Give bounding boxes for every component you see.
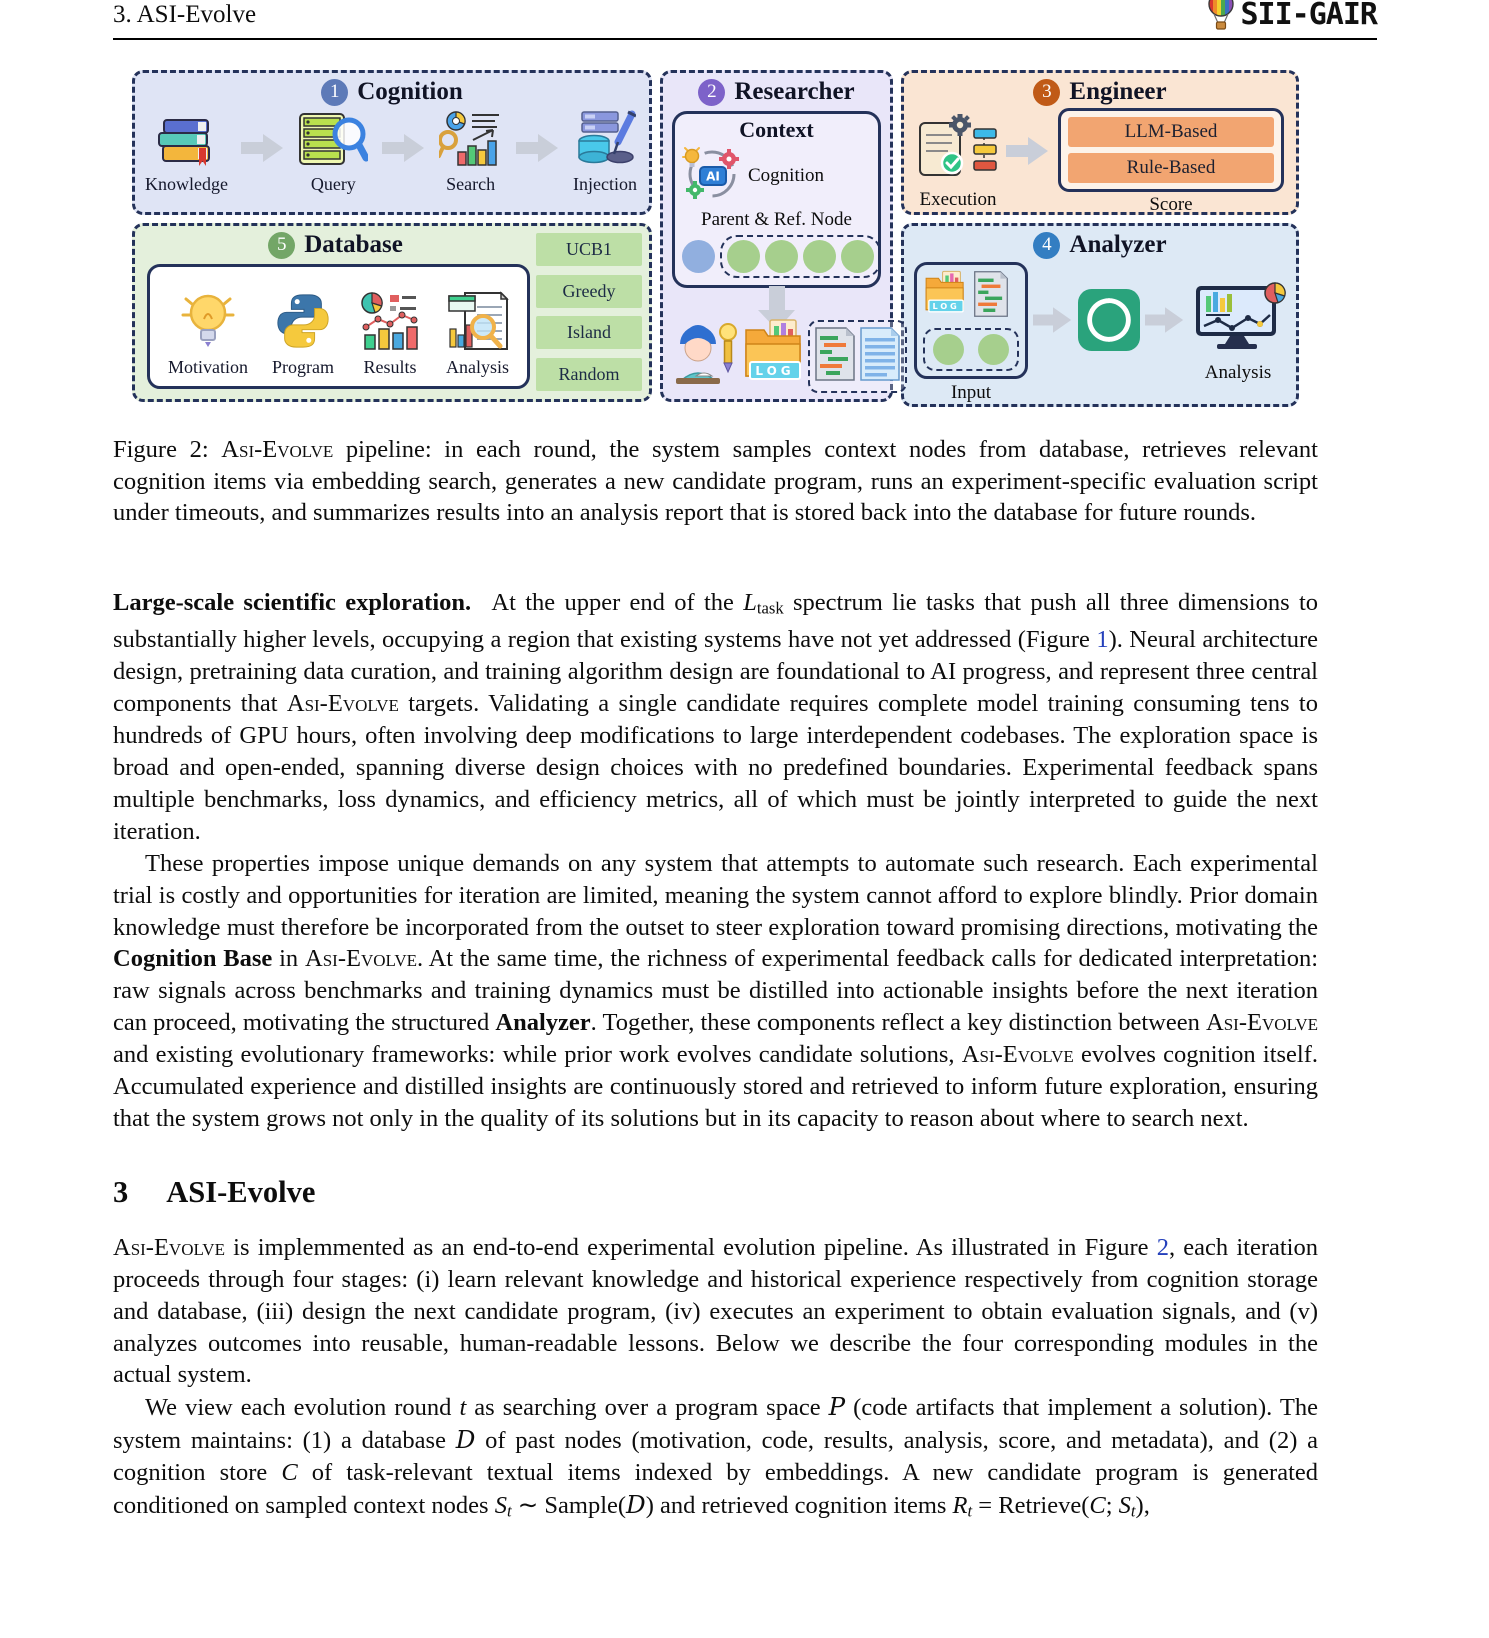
search-icon — [439, 110, 503, 173]
code-doc-icon — [973, 270, 1009, 323]
database-number-badge: 5 — [268, 232, 295, 259]
ai-cognition-icon — [682, 144, 740, 207]
paragraph-large-scale-exploration: Large-scale scientific exploration. At the upper end of the $L_{task}$ spectrum lie tasks that push all three dimensions to substantially higher levels, occupying a region that existing systems have not yet addressed (Figure 1). Neural architecture design, pretraining data curation, and training algorithm design are foundational to AI progress, and represent three central components that Asi-Evolve targets. Validating a single candidate requires complete model training consuming tens to hundreds of GPU hours, often involving deep modifications to large interdependent codebases. The exploration space is broad and open-ended, spanning diverse design choices with no predefined boundaries. Experimental feedback spans multiple benchmarks, loss dynamics, and efficiency metrics, all of which must be jointly interpreted to guide the next iteration. — [113, 588, 1319, 845]
paragraph-pipeline-overview: Asi-Evolve is implemmented as an end-to-end experimental evolution pipeline. As illustrated in Figure 2, each iteration proceeds through four stages: (i) learn relevant knowledge and historical experience respectively from cognition storage and database, (iii) design the next candidate program, (iv) executes an experiment to obtain evaluation signals, and (v) analyzes outcomes into reusable, human-readable lessons. Below we describe the four corresponding modules in the actual system. — [113, 1233, 1318, 1389]
books-icon — [153, 112, 219, 173]
researcher-number-badge: 2 — [698, 79, 725, 106]
section-heading-3 — [113, 1175, 1318, 1210]
strategy-island: Island — [536, 316, 642, 349]
ref-node-group — [720, 235, 881, 278]
analysis-monitor-icon — [1190, 282, 1286, 359]
engineer-title: Engineer — [1069, 78, 1167, 105]
execution-icon — [918, 113, 998, 186]
engineer-number-badge: 3 — [1033, 79, 1060, 106]
balloon-icon — [1204, 0, 1238, 36]
execution-label: Execution — [919, 189, 997, 210]
python-icon — [274, 291, 332, 356]
analysis-label: Analysis — [1204, 362, 1272, 383]
results-label: Results — [363, 357, 417, 377]
researcher-box — [660, 70, 893, 402]
program-label: Program — [272, 357, 334, 377]
ref-node-circle — [727, 240, 760, 273]
parent-ref-node-label: Parent & Ref. Node — [701, 209, 852, 230]
text-doc-icon — [859, 326, 901, 387]
analysis-doc-icon — [447, 291, 509, 356]
sampling-strategies — [536, 226, 649, 399]
database-box — [132, 223, 652, 402]
arrow-right-icon — [241, 132, 285, 169]
arrow-right-icon — [1033, 304, 1073, 341]
context-box — [672, 111, 881, 288]
researcher-person-icon — [670, 318, 742, 393]
injection-label: Injection — [573, 174, 637, 194]
strategy-random: Random — [536, 358, 642, 391]
figure-ref-link[interactable]: 2 — [1156, 1233, 1169, 1261]
cognition-box — [132, 70, 652, 215]
analyzer-number-badge: 4 — [1033, 232, 1060, 259]
researcher-title: Researcher — [734, 78, 855, 105]
analyzer-box — [901, 223, 1299, 407]
input-node-circle — [933, 334, 964, 365]
header-rule — [113, 38, 1377, 40]
ref-node-circle — [841, 240, 874, 273]
strategy-ucb1: UCB1 — [536, 233, 642, 266]
section-title: ASI-Evolve — [166, 1174, 316, 1209]
cognition-title: Cognition — [357, 78, 463, 105]
ref-node-circle — [765, 240, 798, 273]
results-chart-icon — [358, 291, 422, 356]
arrow-right-icon — [1145, 304, 1185, 341]
query-label: Query — [310, 174, 356, 194]
figure-ref-link[interactable]: 1 — [1096, 626, 1109, 654]
log-folder-icon — [742, 318, 808, 393]
input-node-circle — [978, 334, 1009, 365]
score-rule-based: Rule-Based — [1068, 153, 1274, 183]
arrow-right-icon — [382, 132, 426, 169]
input-label: Input — [950, 382, 992, 403]
database-title: Database — [304, 231, 403, 258]
section-number: 3 — [113, 1174, 129, 1209]
analyzer-input-box — [914, 262, 1028, 379]
code-doc-icon — [814, 326, 856, 387]
paragraph-program-space: We view each evolution round t as searching over a program space P (code artifacts that implement a solution). The system maintains: (1) a database D of past nodes (motivation, code, results, analysis, score, and metadata), and (2) a cognition store C of task-relevant textual items indexed by embeddings. A new candidate program is generated conditioned on sampled context nodes St ∼ Sample(D) and retrieved cognition items Rt = Retrieve(C; St), — [113, 1392, 1318, 1521]
motivation-label: Motivation — [168, 357, 248, 377]
score-llm-based: LLM-Based — [1068, 117, 1274, 147]
generated-docs-group — [808, 320, 907, 393]
strategy-greedy: Greedy — [536, 275, 642, 308]
analysis-field-label: Analysis — [446, 357, 509, 377]
log-folder-icon — [923, 270, 969, 323]
arrow-right-icon — [1006, 135, 1050, 172]
running-header: 3. ASI-Evolve — [113, 1, 257, 28]
search-label: Search — [446, 174, 496, 194]
context-title: Context — [739, 117, 814, 142]
injection-icon — [574, 110, 636, 173]
cognition-number-badge: 1 — [321, 79, 348, 106]
svg-text:AI: AI — [706, 169, 720, 184]
ref-node-circle — [803, 240, 836, 273]
logo-wordmark: SII-GAIR — [1240, 0, 1377, 32]
figure-2-pipeline — [132, 70, 1299, 402]
arrow-right-icon — [516, 132, 560, 169]
svg-text:LOG: LOG — [755, 364, 795, 378]
svg-text:LOG: LOG — [932, 301, 960, 312]
knowledge-label: Knowledge — [145, 174, 228, 194]
score-box — [1058, 108, 1284, 192]
parent-node-circle — [682, 240, 715, 273]
score-label: Score — [1149, 194, 1193, 215]
database-record-box — [147, 264, 530, 389]
analyzer-title: Analyzer — [1069, 231, 1167, 258]
input-node-group — [923, 328, 1019, 371]
sii-gair-logo — [1204, 0, 1378, 36]
lightbulb-icon — [180, 289, 236, 356]
page-header — [113, 0, 1377, 40]
context-cognition-label: Cognition — [748, 164, 825, 186]
query-icon — [298, 110, 368, 173]
paragraph-properties-demands: These properties impose unique demands on any system that attempts to automate such research. Each experimental trial is costly and opportunities for iteration are limited, meaning the system cannot afford to explore blindly. Prior domain knowledge must therefore be incorporated from the outset to steer exploration toward promising directions, motivating the Cognition Base in Asi-Evolve. At the same time, the richness of experimental feedback calls for dedicated interpretation: raw signals across benchmarks and training dynamics must be distilled into actionable insights before the next iteration can proceed, motivating the structured Analyzer. Together, these components reflect a key distinction between Asi-Evolve and existing evolutionary frameworks: while prior work evolves candidate solutions, Asi-Evolve evolves cognition itself. Accumulated experience and distilled insights are continuously stored and retrieved to inform future exploration, ensuring that the system grows not only in the quality of its solutions but in its capacity to reason about where to search next. — [113, 849, 1318, 1132]
figure-2-caption: Figure 2: Asi-Evolve pipeline: in each round, the system samples context nodes from database, retrieves relevant cognition items via embedding search, generates a new candidate program, runs an experiment-specific evaluation script under timeouts, and summarizes results into an analysis report that is stored back into the database for future rounds. — [113, 436, 1318, 527]
engineer-box — [901, 70, 1299, 215]
openai-logo-icon — [1078, 289, 1140, 356]
